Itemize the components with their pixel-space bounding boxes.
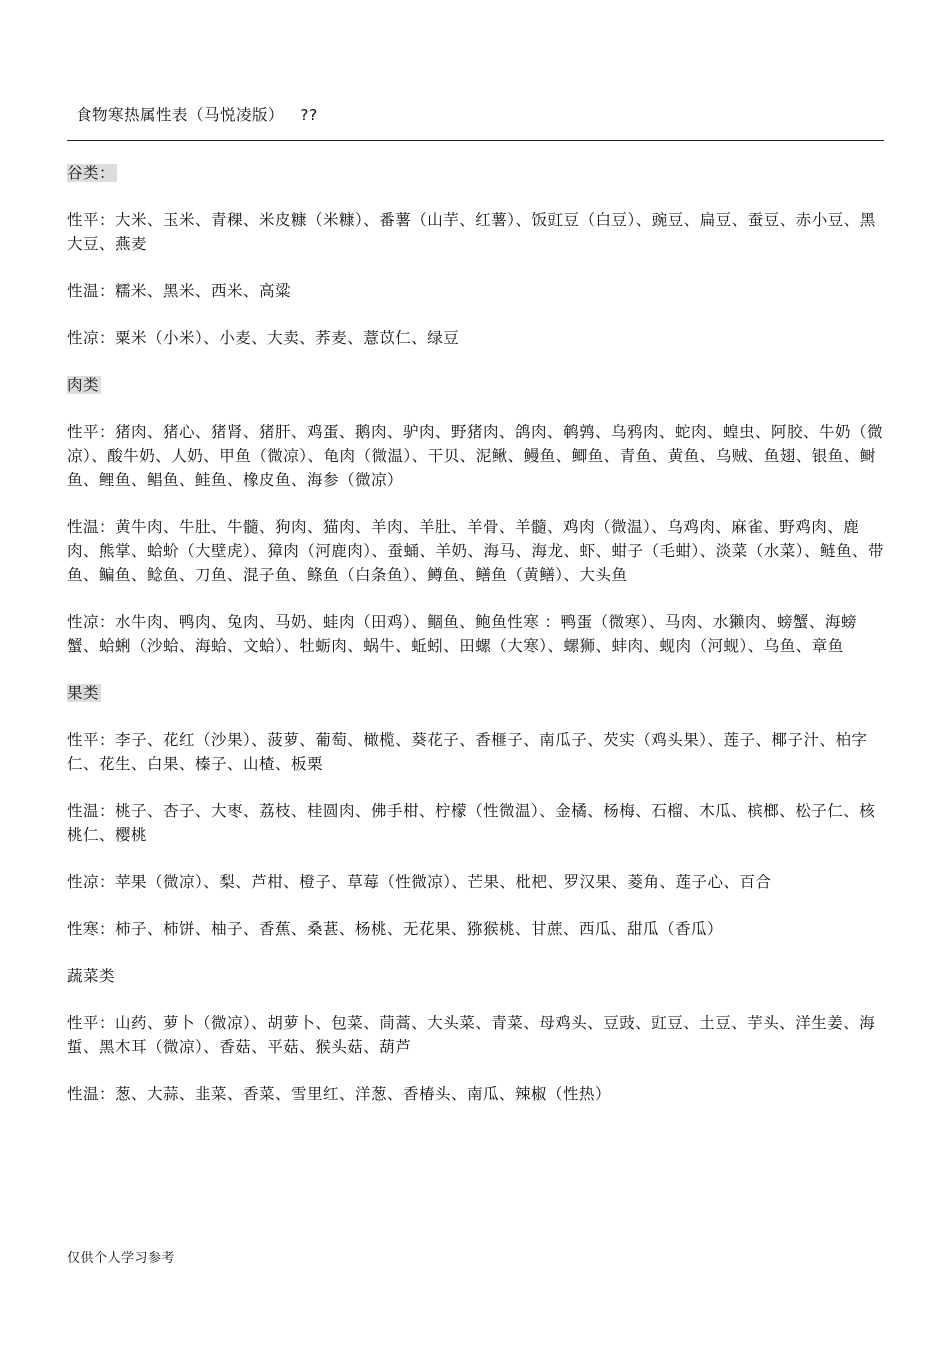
grains-warm: 性温：糯米、黑米、西米、高粱 [67,282,292,300]
fruits-cool: 性凉：苹果（微凉）、梨、芦柑、橙子、草莓（性微凉）、芒果、枇杷、罗汉果、菱角、莲子心、百合 [67,873,772,891]
meats-neutral: 性平：猪肉、猪心、猪肾、猪肝、鸡蛋、鹅肉、驴肉、野猪肉、鸽肉、鹌鹑、乌鸦肉、蛇肉、蝗虫、阿胶、牛奶（微凉）、酸牛奶、人奶、甲鱼（微凉）、龟肉（微温）、干贝、泥鳅、鳗鱼、鲫鱼、青鱼、黄鱼、乌贼、鱼翅、银鱼、鲥鱼、鲤鱼、鲳鱼、鲑鱼、橡皮鱼、海参（微凉） [67,423,884,489]
grains-heading [67,161,887,185]
grains-heading-text: 谷类： [67,164,116,182]
grains-neutral: 性平：大米、玉米、青稞、米皮糠（米糠）、番薯（山芋、红薯）、饭豇豆（白豆）、豌豆、扁豆、蚕豆、赤小豆、黑大豆、燕麦 [67,211,876,253]
fruits-warm: 性温：桃子、杏子、大枣、荔枝、桂圆肉、佛手柑、柠檬（性微温）、金橘、杨梅、石榴、木瓜、槟榔、松子仁、核桃仁、樱桃 [67,802,876,844]
fruits-heading-text: 果类 [67,684,100,702]
vegetables-neutral: 性平：山药、萝卜（微凉）、胡萝卜、包菜、茼蒿、大头菜、青菜、母鸡头、豆豉、豇豆、土豆、芋头、洋生姜、海蜇、黑木耳（微凉）、香菇、平菇、猴头菇、葫芦 [67,1014,876,1056]
vegetables-warm: 性温：葱、大蒜、韭菜、香菜、雪里红、洋葱、香椿头、南瓜、辣椒（性热） [67,1085,612,1103]
vegetables-heading: 蔬菜类 [67,967,116,985]
meats-heading-text: 肉类 [67,376,100,394]
fruits-heading [67,681,887,705]
meats-cool: 性凉：水牛肉、鸭肉、兔肉、马奶、蛙肉（田鸡）、鲴鱼、鲍鱼性寒 ：鸭蛋（微寒）、马肉、水獭肉、螃蟹、海螃蟹、蛤蜊（沙蛤、海蛤、文蛤）、牡蛎肉、蜗牛、蚯蚓、田螺（大寒）、螺狮、蚌肉、蚬肉（河蚬）、乌鱼、章鱼 [67,613,857,655]
grains-cool: 性凉：粟米（小米）、小麦、大卖、荞麦、薏苡仁、绿豆 [67,329,460,347]
fruits-cold: 性寒：柿子、柿饼、柚子、香蕉、桑葚、杨桃、无花果、猕猴桃、甘蔗、西瓜、甜瓜（香瓜） [67,920,724,938]
header-divider [67,140,884,141]
page-header-title: 食物寒热属性表（马悦凌版） ?? [76,106,318,124]
document-body [67,161,887,1129]
fruits-neutral: 性平：李子、花红（沙果）、菠萝、葡萄、橄榄、葵花子、香榧子、南瓜子、芡实（鸡头果）、莲子、椰子汁、柏字仁、花生、白果、榛子、山楂、板栗 [67,731,868,773]
footer-note: 仅供个人学习参考 [67,1251,176,1266]
meats-warm: 性温：黄牛肉、牛肚、牛髓、狗肉、猫肉、羊肉、羊肚、羊骨、羊髓、鸡肉（微温）、乌鸡肉、麻雀、野鸡肉、鹿肉、熊掌、蛤蚧（大壁虎）、獐肉（河鹿肉）、蚕蛹、羊奶、海马、海龙、虾、蚶子（毛蚶）、淡菜（水菜）、鲢鱼、带鱼、鳊鱼、鲶鱼、刀鱼、混子鱼、鲦鱼（白条鱼）、鳟鱼、鳝鱼（黄鳝）、大头鱼 [67,518,885,584]
meats-heading [67,373,887,397]
